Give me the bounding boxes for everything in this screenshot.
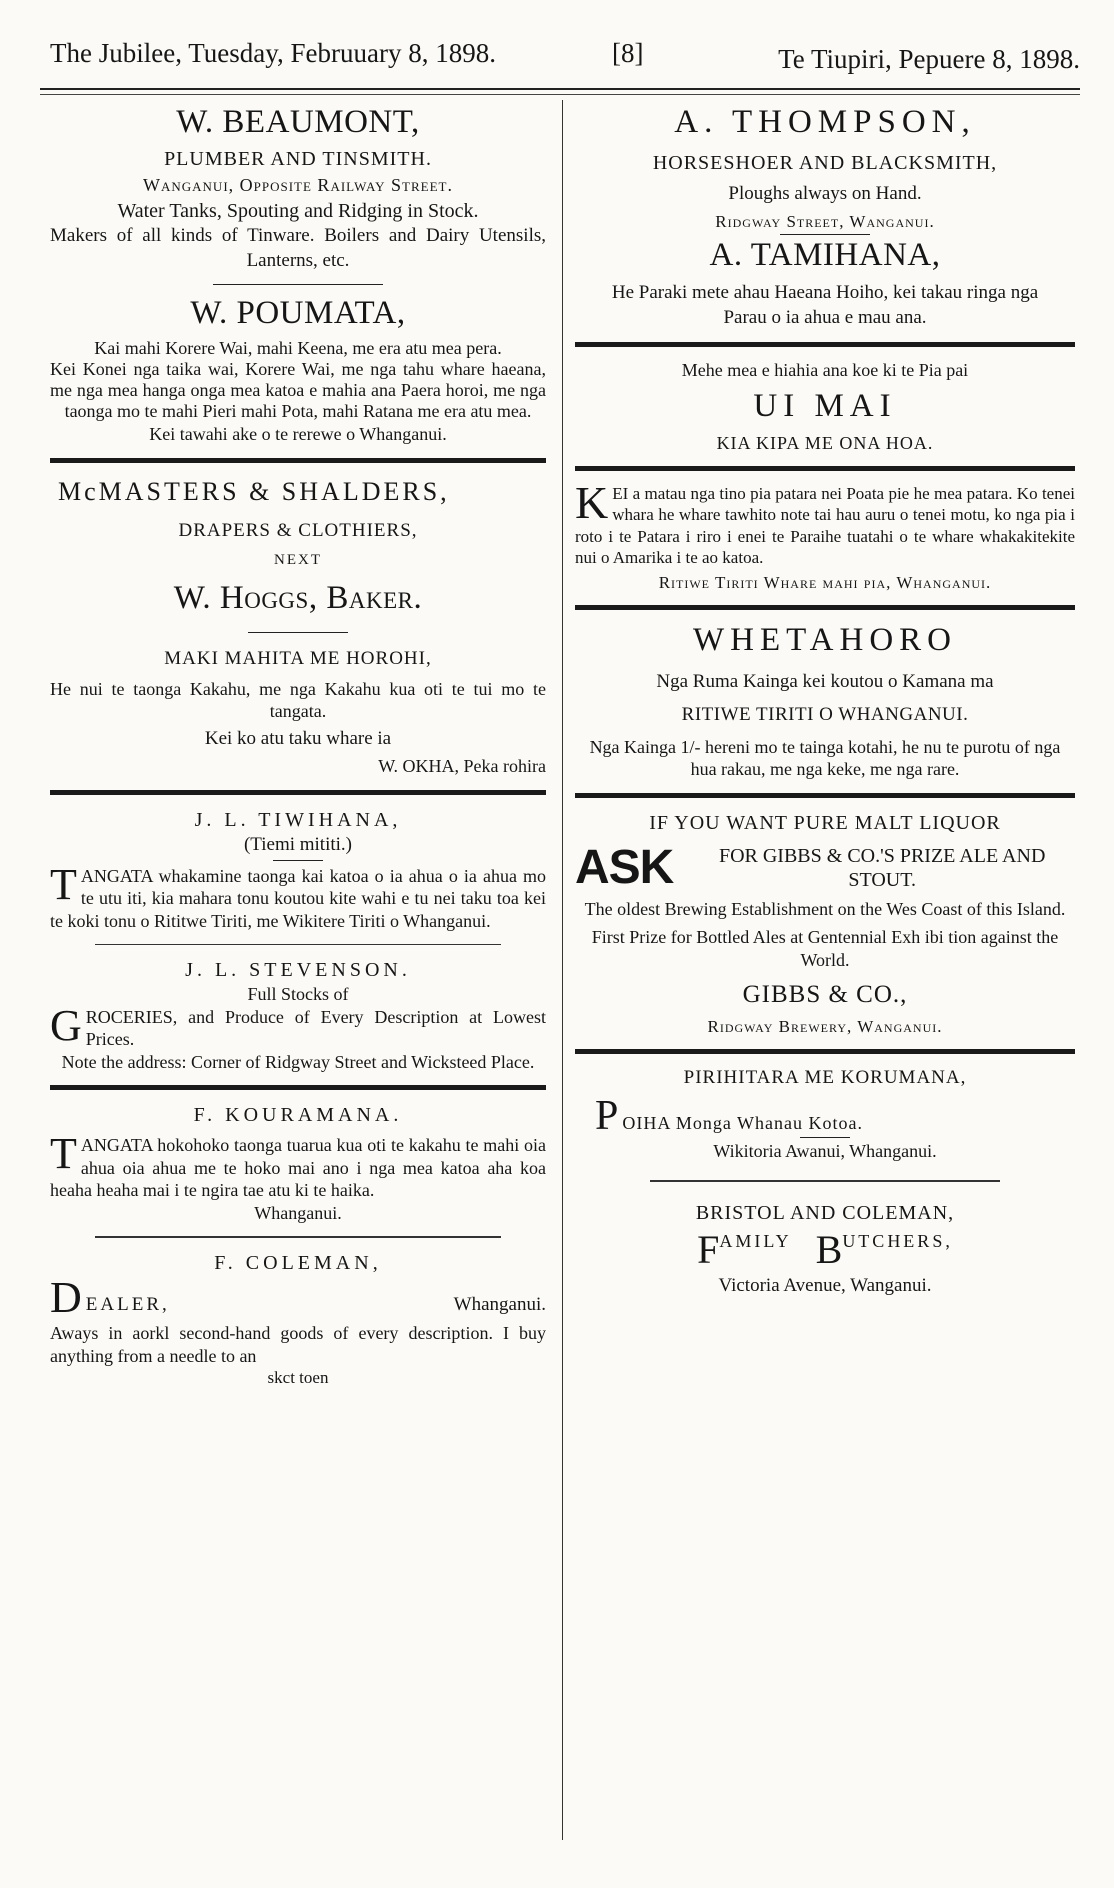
ad-trade: DRAPERS & CLOTHIERS, [178, 519, 418, 541]
ad-text: He Paraki mete ahau Haeana Hoiho, kei takau ringa nga Parau o ia ahua e mau ana. [611, 281, 1039, 328]
ad-title: McMASTERS & SHALDERS, [58, 476, 450, 506]
ad-subtitle: KIA KIPA ME ONA HOA. [716, 432, 934, 453]
ad-title: A. TAMIHANA, [709, 236, 941, 273]
ad-text: Kei Konei nga taika wai, Korere Wai, me nga tahu whare haeana, me nga mea hanga onga mea katoa e mahia ana Paera horoi, me nga taonga mo te mahi Pieri mahi Pota, mahi Ratana me era atu mea. [50, 359, 546, 421]
ad-text: Kai mahi Korere Wai, mahi Keena, me era atu mea pera. [94, 337, 502, 358]
separator-thick [575, 342, 1075, 347]
ad-title: BRISTOL AND COLEMAN, [695, 1202, 955, 1225]
ad-headline: IF YOU WANT PURE MALT LIQUOR [649, 811, 1001, 834]
separator [95, 1236, 502, 1238]
separator [95, 944, 502, 945]
ad-text: Kei tawahi ake o te rerewe o Whanganui. [149, 424, 447, 445]
ad-title: W. POUMATA, [190, 294, 406, 331]
ad-text: Mehe mea e hiahia ana koe ki te Pia pai [681, 360, 969, 381]
ad-text: Aways in aorkl second-hand goods of every description. I buy anything from a needle to an [50, 1323, 546, 1366]
right-column [575, 104, 1075, 1299]
ad-pirihitara [575, 1066, 1075, 1162]
ad-text: FOR GIBBS & CO.'S PRIZE ALE AND STOUT. [718, 844, 1046, 891]
ad-address: Ridgway Brewery, Wanganui. [707, 1016, 943, 1036]
ad-text: First Prize for Bottled Ales at Gentennial Exh ibi tion against the World. [591, 927, 1059, 970]
page-number: [8] [612, 38, 644, 68]
ad-title: UI MAI [753, 387, 897, 424]
drop-cap: B [815, 1227, 843, 1273]
drop-cap: G [50, 1000, 82, 1050]
ad-poumata [50, 295, 546, 446]
ad-text: He nui te taonga Kakahu, me nga Kakahu kua oti te tui mo te tangata. [50, 678, 546, 722]
separator [273, 860, 323, 861]
ad-beaumont [50, 104, 546, 274]
ad-text: Note the address: Corner of Ridgway Street and Wicksteed Place. [61, 1051, 535, 1072]
drop-cap: T [50, 1129, 77, 1179]
masthead-english-date: The Jubilee, Tuesday, Februuary 8, 1898. [50, 38, 496, 68]
ad-text: Ploughs always on Hand. [728, 182, 922, 204]
drop-cap: K [575, 477, 609, 529]
ad-place: Whanganui. [254, 1202, 342, 1223]
ad-text: UTCHERS, [842, 1231, 953, 1252]
ad-text: The oldest Brewing Establishment on the Wes Coast of this Island. [584, 898, 1066, 919]
ad-address: Ritiwe Tiriti Whare mahi pia, Whanganui. [658, 573, 992, 593]
ad-trade: PLUMBER AND TINSMITH. [164, 147, 432, 170]
ad-text: ANGATA whakamine taonga kai katoa o ia ahua o ia ahua mo te utu iti, kia mahara tonu koutou kite wahi e tu nei taku toa kei te koki tonu o Rititwe Tiriti, me Wikitere Tiriti o Whanganui. [50, 865, 546, 931]
ad-text: Nga Ruma Kainga kei koutou o Kamana ma [656, 671, 994, 693]
masthead-rule [40, 88, 1080, 90]
drop-cap: D [50, 1273, 82, 1323]
ad-text: EALER, [85, 1294, 170, 1316]
ad-location: W. Hoggs, Baker. [173, 580, 423, 617]
drop-cap: T [50, 859, 77, 909]
ad-text: OIHA Monga Whanau Kotoa. [622, 1113, 863, 1134]
separator [248, 632, 348, 633]
ad-text: RITIWE TIRITI O WHANGANUI. [681, 704, 969, 725]
separator-thick [575, 793, 1075, 798]
ad-text: Kei ko atu taku whare ia [204, 727, 392, 749]
separator [800, 1137, 850, 1138]
ad-title: PIRIHITARA ME KORUMANA, [683, 1066, 967, 1088]
separator-thick [50, 790, 546, 795]
ad-text: EI a matau nga tino pia patara nei Poata pie he mea patara. Ko tenei whara he whare tawhito note tai hau auru o tenei motu, ko nga pia i roto i te Patara i riro i enei te Paraihe tuatahi o te whare whakakitekite nui o Amarika i te ao katoa. [575, 484, 1075, 567]
left-column [50, 104, 546, 1388]
ad-text: AMILY [719, 1231, 792, 1252]
ad-text: ANGATA hokohoko taonga tuarua kua oti te kakahu te mahi oia ahua oia ahua me te hoko mai ano i nga mea katoa aha koa heaha heaha mai i te ngira tae atu ki te haika. [50, 1135, 546, 1201]
ad-address: Wanganui, Opposite Railway Street. [143, 174, 453, 195]
ad-title: GIBBS & CO., [742, 981, 908, 1009]
ad-text: NEXT [274, 552, 322, 569]
ad-title: J. L. TIWIHANA, [194, 808, 402, 831]
ad-pia [575, 477, 1075, 593]
ad-text: Water Tanks, Spouting and Ridging in Stock. [117, 200, 479, 223]
ad-trade: HORSESHOER AND BLACKSMITH, [652, 151, 998, 174]
drop-cap: P [595, 1092, 619, 1139]
ad-text: Makers of all kinds of Tinware. Boilers and Dairy Utensils, Lanterns, etc. [50, 225, 546, 272]
separator-thick [50, 458, 546, 463]
ad-place: Whanganui. [453, 1294, 546, 1316]
masthead-maori-date: Te Tiupiri, Pepuere 8, 1898. [778, 44, 1080, 74]
separator [780, 234, 870, 235]
ad-thompson [575, 104, 1075, 330]
ad-text: Nga Kainga 1/- hereni mo te tainga kotahi, he nu te purotu of nga hua rakau, me nga keke, me nga rare. [589, 736, 1061, 780]
ad-title: A. THOMPSON, [674, 104, 976, 140]
ad-address: Ridgway Street, Wanganui. [715, 211, 935, 231]
ad-title: W. BEAUMONT, [176, 104, 420, 140]
drop-cap: F [697, 1227, 720, 1273]
ad-subtitle: (Tiemi mititi.) [243, 833, 353, 855]
ad-ui-mai [575, 359, 1075, 454]
ad-title: WHETAHORO [693, 622, 957, 659]
ad-text: skct toen [267, 1368, 329, 1388]
ad-heading: MAKI MAHITA ME HOROHI, [164, 647, 432, 669]
ad-text: Full Stocks of [247, 984, 349, 1005]
ad-title: F. COLEMAN, [214, 1252, 382, 1275]
separator-thick [50, 1085, 546, 1090]
separator-thick [575, 1049, 1075, 1054]
ad-title: J. L. STEVENSON. [185, 959, 411, 982]
ad-bristol [575, 1200, 1075, 1299]
ad-stevenson [50, 957, 546, 1073]
separator-thick [575, 605, 1075, 610]
ad-text: ROCERIES, and Produce of Every Description at Lowest Prices. [85, 1006, 546, 1050]
separator [650, 1180, 1000, 1182]
ad-mcmasters [50, 475, 546, 778]
masthead [40, 38, 1080, 78]
ad-whetahoro [575, 622, 1075, 780]
separator [213, 284, 383, 285]
ad-tiwihana [50, 807, 546, 932]
ad-ask-logo: ASK [575, 840, 674, 894]
ad-signature: W. OKHA, Peka rohira [378, 756, 546, 777]
masthead-rule-thin [40, 94, 1080, 95]
column-divider [562, 100, 563, 1840]
ad-gibbs [575, 810, 1075, 1037]
separator-thick [575, 466, 1075, 471]
ad-address: Victoria Avenue, Wanganui. [718, 1275, 932, 1297]
ad-coleman [50, 1250, 546, 1388]
ad-title: F. KOURAMANA. [193, 1104, 403, 1127]
ad-kouramana [50, 1102, 546, 1224]
ad-address: Wikitoria Awanui, Whanganui. [713, 1140, 937, 1161]
